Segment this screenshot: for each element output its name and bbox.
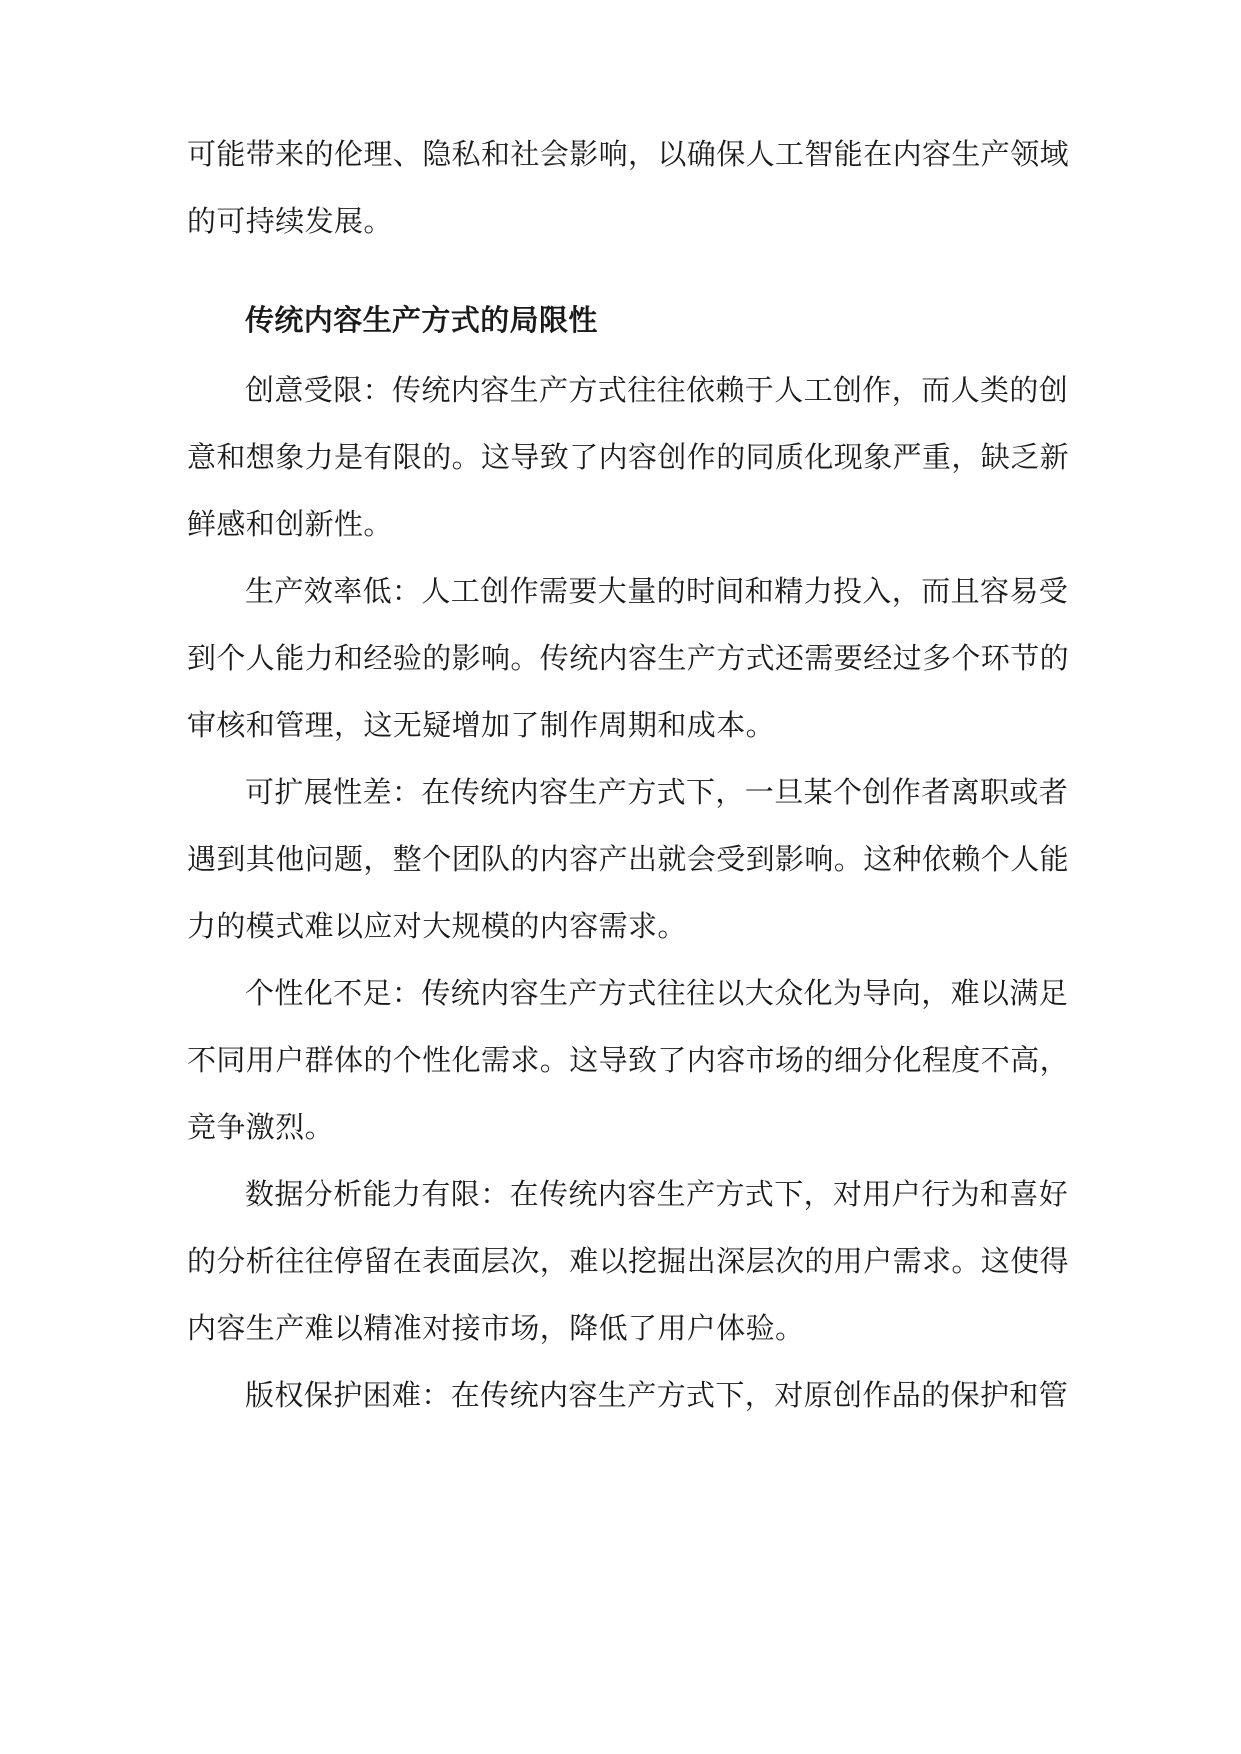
paragraph-2-line-1: 生产效率低：人工创作需要大量的时间和精力投入，而且容易受: [245, 574, 1069, 608]
paragraph-1-line-3: 鲜感和创新性。: [187, 507, 393, 541]
paragraph-4-line-2: 不同用户群体的个性化需求。这导致了内容市场的细分化程度不高，: [187, 1043, 1070, 1077]
paragraph-2-line-3: 审核和管理，这无疑增加了制作周期和成本。: [187, 708, 776, 742]
paragraph-1-line-1: 创意受限：传统内容生产方式往往依赖于人工创作，而人类的创: [245, 373, 1069, 407]
paragraph-4-line-1: 个性化不足：传统内容生产方式往往以大众化为导向，难以满足: [245, 976, 1069, 1010]
paragraph-5-line-1: 数据分析能力有限：在传统内容生产方式下，对用户行为和喜好: [245, 1177, 1069, 1211]
paragraph-6-line-1: 版权保护困难：在传统内容生产方式下，对原创作品的保护和管: [245, 1378, 1069, 1412]
paragraph-3-line-3: 力的模式难以应对大规模的内容需求。: [187, 909, 687, 943]
paragraph-5-line-3: 内容生产难以精准对接市场，降低了用户体验。: [187, 1311, 805, 1345]
paragraph-2-line-2: 到个人能力和经验的影响。传统内容生产方式还需要经过多个环节的: [187, 641, 1070, 675]
paragraph-3-line-2: 遇到其他问题，整个团队的内容产出就会受到影响。这种依赖个人能: [187, 842, 1070, 876]
paragraph-1-line-2: 意和想象力是有限的。这导致了内容创作的同质化现象严重，缺乏新: [187, 440, 1070, 474]
paragraph-4-line-3: 竞争激烈。: [187, 1110, 335, 1144]
paragraph-5-line-2: 的分析往往停留在表面层次，难以挖掘出深层次的用户需求。这使得: [187, 1244, 1070, 1278]
paragraph-3-line-1: 可扩展性差：在传统内容生产方式下，一旦某个创作者离职或者: [245, 775, 1069, 809]
intro-line-2: 的可持续发展。: [187, 204, 393, 238]
section-heading: 传统内容生产方式的局限性: [245, 303, 598, 337]
intro-line-1: 可能带来的伦理、隐私和社会影响，以确保人工智能在内容生产领域: [187, 137, 1070, 171]
